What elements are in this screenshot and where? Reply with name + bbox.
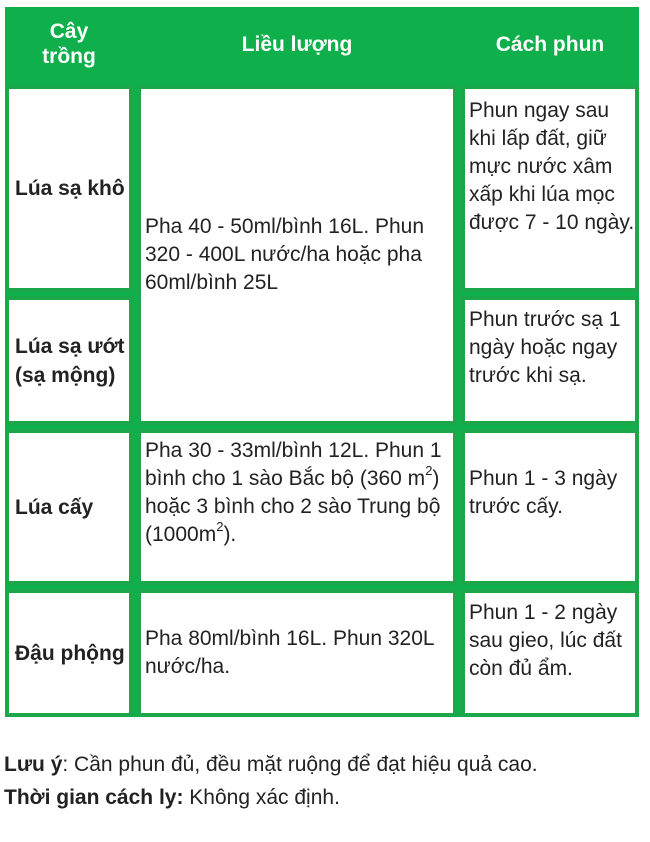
superscript: 2 [425,463,433,478]
method-cell-lua-cay [461,429,639,585]
crop-label: Lúa cấy [15,495,94,519]
dosage-cell-dau-phong [137,589,457,717]
header-crop: Cây trồng [42,20,96,68]
dosage-text-part3: ). [223,523,237,546]
method-cell-lua-sa-kho [461,85,639,292]
dosage-cell-lua-sa [137,85,457,425]
crop-cell-lua-cay [5,429,133,585]
method-text: Phun 1 - 2 ngày sau gieo, lúc đất còn đủ ẩm. [469,601,622,680]
method-text: Phun ngay sau khi lấp đất, giữ mực nước xâm xấp khi lúa mọc được 7 - 10 ngày. [469,99,635,234]
header-method: Cách phun [495,32,605,56]
dosage-cell-lua-cay [137,429,457,585]
crop-cell-dau-phong [5,589,133,717]
crop-cell-lua-sa-kho [5,85,133,292]
crop-label: Lúa sạ ướt (sạ mộng) [15,334,125,387]
isolation-label: Thời gian cách ly: [4,786,184,809]
dosage-text: Pha 40 - 50ml/bình 16L. Phun 320 - 400L nước/ha hoặc pha 60ml/bình 25L [145,215,425,294]
method-text: Phun trước sạ 1 ngày hoặc ngay trước khi sạ. [469,308,621,387]
isolation-text: Không xác định. [183,786,340,809]
note-line [4,750,538,780]
isolation-line [4,783,340,813]
dosage-text-part2: ) hoặc 3 bình cho 2 sào Trung bộ (1000m [145,467,441,546]
crop-cell-lua-sa-uot [5,296,133,425]
header-dosage: Liều lượng [241,32,353,56]
superscript: 2 [216,519,224,534]
note-text: : Cần phun đủ, đều mặt ruộng để đạt hiệu quả cao. [62,753,538,776]
method-text: Phun 1 - 3 ngày trước cấy. [469,467,618,518]
dosage-text-part1: Pha 30 - 33ml/bình 12L. Phun 1 bình cho 1 sào Bắc bộ (360 m [145,439,442,490]
method-cell-lua-sa-uot [461,296,639,425]
method-cell-dau-phong [461,589,639,717]
dosage-text: Pha 80ml/bình 16L. Phun 320L nước/ha. [145,627,434,678]
crop-label: Lúa sạ khô [15,177,125,200]
note-label: Lưu ý [4,753,63,776]
crop-label: Đậu phộng [15,641,125,665]
